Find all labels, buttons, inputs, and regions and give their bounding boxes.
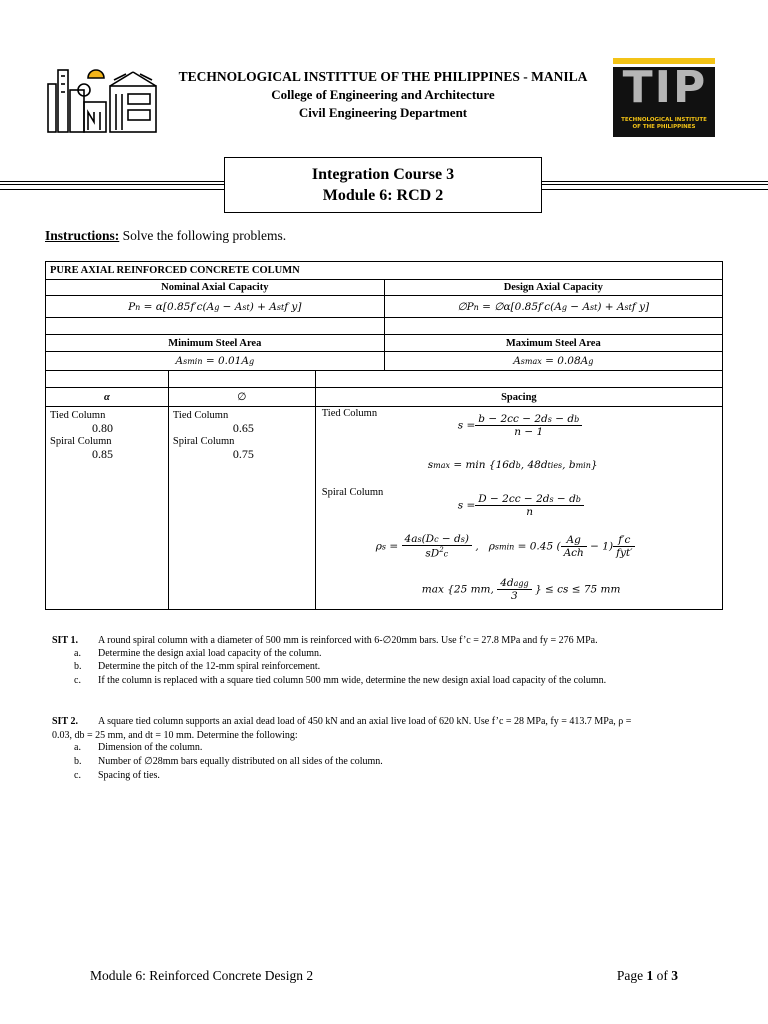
alpha-spiral-value: 0.85	[92, 447, 113, 461]
list-marker: b.	[74, 756, 82, 767]
phi-tied-label: Tied Column	[172, 410, 229, 421]
page-current: 1	[646, 968, 654, 983]
list-marker: a.	[74, 742, 81, 753]
department-logo	[44, 64, 162, 134]
sit1-item-c	[74, 675, 606, 686]
tip-logo	[613, 58, 715, 137]
instructions-label: Instructions:	[45, 228, 120, 243]
tip-logo-caption-2: OF THE PHILIPPINES	[632, 124, 696, 130]
alpha-tied-value: 0.80	[92, 421, 113, 435]
sit2-text-2: 0.03, db = 25 mm, and dt = 10 mm. Determine the following:	[52, 730, 298, 741]
list-item-text: Dimension of the column.	[98, 742, 203, 753]
tip-logo-caption-1: TECHNOLOGICAL INSTITUTE	[621, 117, 707, 123]
title-rule-right	[540, 181, 768, 190]
list-item-text: Number of ∅28mm bars equally distributed on all sides of the column.	[98, 756, 383, 767]
phi-header: ∅	[168, 388, 315, 407]
table-heading: PURE AXIAL REINFORCED CONCRETE COLUMN	[46, 262, 723, 280]
tip-logo-text: TIP	[622, 62, 708, 113]
spacing-tied-label: Tied Column	[321, 408, 378, 419]
blank-cell	[384, 318, 722, 335]
title-box	[224, 157, 542, 213]
department-name: Civil Engineering Department	[298, 105, 468, 120]
list-item-text: If the column is replaced with a square tied column 500 mm wide, determine the new design axial load capacity of the column.	[98, 675, 607, 686]
alpha-tied-label: Tied Column	[50, 410, 106, 421]
spacing-header: Spacing	[315, 388, 722, 407]
blank-cell	[46, 371, 169, 388]
college-name: College of Engineering and Architecture	[271, 87, 495, 102]
clear-spacing-formula: max {25 mm, $\frac{\text{4dagg}}{3}$ } ≤ cs ≤ 75 mm	[421, 577, 621, 602]
max-steel-label: Maximum Steel Area	[384, 335, 722, 352]
phi-spiral-label: Spiral Column	[172, 436, 235, 447]
spacing-formulas	[315, 407, 722, 610]
min-steel-label: Minimum Steel Area	[46, 335, 385, 352]
tied-spacing-formula: s = $\frac{b - 2cc - 2ds - db}{n - 1}$	[458, 413, 582, 438]
design-capacity-label: Design Axial Capacity	[384, 280, 722, 296]
alpha-header: α	[46, 388, 169, 407]
min-steel-formula: Asmin = 0.01Ag	[46, 352, 385, 371]
nominal-capacity-formula: Pn = α[0.85f′c(Ag − Ast) + Astf y]	[46, 296, 385, 318]
sit1-item-a	[74, 648, 322, 659]
title-rule-left	[0, 181, 226, 190]
sit2-item-a	[74, 742, 202, 753]
nominal-capacity-label: Nominal Axial Capacity	[46, 280, 385, 296]
alpha-values	[46, 407, 169, 610]
list-item-text: Determine the pitch of the 12-mm spiral reinforcement.	[98, 661, 321, 672]
blank-cell	[315, 371, 722, 388]
instructions	[45, 228, 286, 244]
blank-cell	[168, 371, 315, 388]
footer-page-number	[560, 968, 678, 984]
course-title: Integration Course 3	[311, 166, 455, 183]
module-title: Module 6: RCD 2	[322, 187, 444, 204]
page-of: of	[653, 968, 672, 983]
spiral-ratio-formula: ρs = $\frac{4as(Dc - ds)}{sD^2c}$ , ρsmin = 0.45 ( $\frac{Ag}{\text{Ach}}$ − 1) $\frac{f'c}{\text{fyt′}}$	[376, 533, 636, 560]
list-marker: a.	[74, 648, 81, 659]
instructions-text: Solve the following problems.	[119, 228, 287, 243]
list-item-text: Determine the design axial load capacity of the column.	[98, 648, 322, 659]
sit1-statement	[52, 634, 732, 648]
institution-name: TECHNOLOGICAL INSTITTUE OF THE PHILIPPINES - MANILA	[178, 69, 588, 84]
sit2-line1	[52, 715, 732, 729]
blank-cell	[46, 318, 385, 335]
list-item-text: Spacing of ties.	[98, 770, 160, 781]
sit2-text-1: A square tied column supports an axial dead load of 450 kN and an axial live load of 620 kN. Use f’c = 28 MPa, fy = 413.7 MPa, ρ =	[97, 716, 632, 727]
phi-tied-value: 0.65	[232, 421, 254, 435]
phi-spiral-value: 0.75	[232, 447, 254, 461]
max-spacing-formula: smax = min {16db, 48dties, bmin}	[427, 459, 598, 471]
formula-table	[45, 261, 723, 610]
footer-module: Module 6: Reinforced Concrete Design 2	[90, 968, 314, 983]
design-capacity-formula: ∅Pn = ∅α[0.85f′c(Ag − Ast) + Astf y]	[384, 296, 722, 318]
sit2-item-b	[74, 756, 383, 767]
list-marker: c.	[74, 675, 81, 686]
max-steel-formula: Asmax = 0.08Ag	[384, 352, 722, 371]
sit2-item-c	[74, 770, 160, 781]
sit1-item-b	[74, 661, 320, 672]
sit2-label: SIT 2.	[52, 716, 78, 727]
list-marker: c.	[74, 770, 81, 781]
list-marker: b.	[74, 661, 82, 672]
sit1-label: SIT 1.	[52, 635, 78, 646]
page-prefix: Page	[616, 968, 647, 983]
spiral-spacing-formula: s = $\frac{D - 2cc - 2ds - db}{n}$	[458, 493, 584, 518]
sit1-text: A round spiral column with a diameter of 500 mm is reinforced with 6-∅20mm bars. Use f’c = 27.8 MPa and fy = 276 MPa.	[97, 635, 598, 646]
sit2-statement	[52, 715, 732, 743]
spacing-spiral-label: Spiral Column	[321, 487, 384, 498]
alpha-spiral-label: Spiral Column	[50, 436, 112, 447]
page-total: 3	[671, 968, 678, 983]
phi-values	[168, 407, 315, 610]
